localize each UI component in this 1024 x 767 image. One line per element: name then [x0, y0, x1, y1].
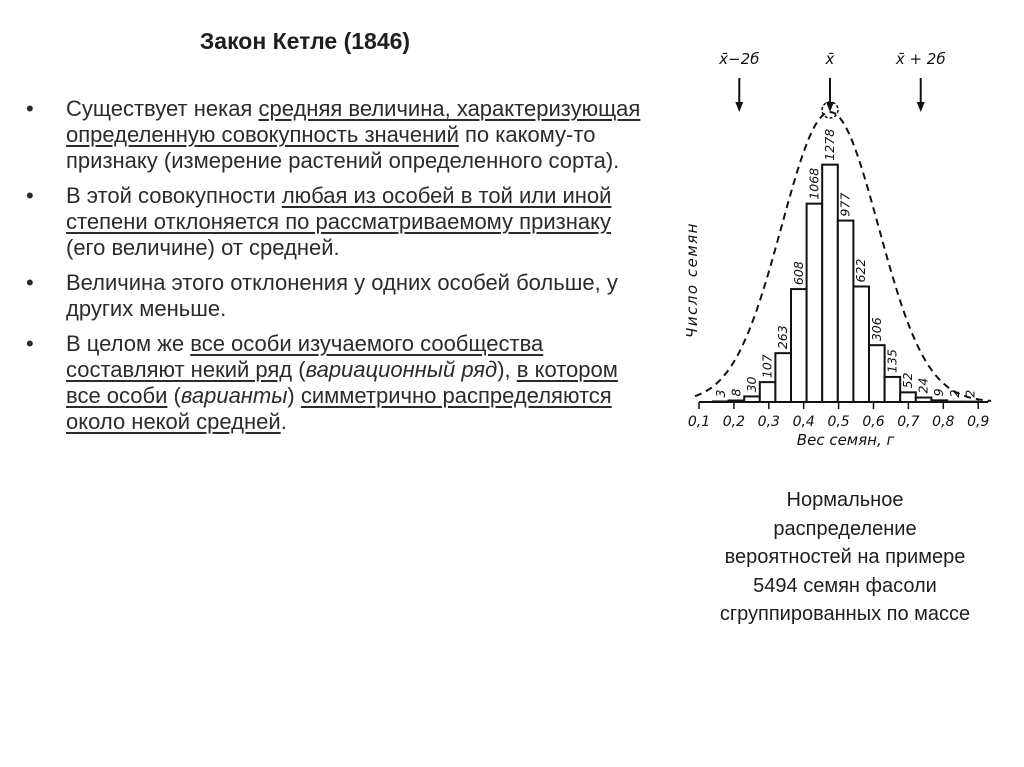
bar-value-label: 24 — [915, 377, 931, 394]
histogram-chart — [675, 40, 1010, 470]
bar-value-label: 107 — [759, 354, 775, 379]
x-tick-label: 0,4 — [792, 414, 815, 430]
histogram-bar — [775, 353, 791, 402]
bullet-item — [26, 96, 646, 174]
bar-value-label: 30 — [744, 376, 759, 393]
x-axis-label: Вес семян, г — [796, 431, 895, 449]
text-run: Существует некая — [66, 96, 259, 121]
underlined-phrase: все особи изучаемого сообщества составляют некий ряд — [66, 331, 544, 382]
bullet-item — [26, 183, 646, 261]
histogram-bar — [869, 345, 885, 402]
x-tick-label: 0,2 — [722, 414, 746, 430]
x-tick-label: 0,8 — [932, 414, 955, 430]
text-run: по какому-то признаку (измерение растений определенного сорта). — [66, 122, 620, 173]
x-tick-label: 0,3 — [757, 414, 780, 430]
bar-value-label: 263 — [775, 325, 791, 350]
x-tick-label: 0,9 — [967, 414, 990, 430]
histogram-bar — [885, 377, 901, 402]
text-run: В целом же — [66, 331, 191, 356]
underlined-phrase: любая из особей в той или иной степени отклоняется по рассматриваемому признаку — [66, 183, 612, 234]
bullet-list — [26, 96, 646, 444]
bullet-dot-icon: • — [26, 331, 34, 356]
text-run: ( — [292, 357, 306, 382]
text-run: ( — [167, 383, 181, 408]
text-run: ) — [287, 383, 301, 408]
y-axis-label: Число семян — [683, 222, 701, 338]
x-tick-label: 0,7 — [897, 414, 920, 430]
text-run: Величина этого отклонения у одних особей больше, у других меньше. — [66, 270, 618, 321]
slide-title: Закон Кетле (1846) — [199, 28, 411, 54]
sigma-marker-label: x̄ + 2б — [895, 50, 946, 68]
histogram-bar — [760, 382, 776, 402]
italic-term: варианты — [180, 383, 288, 408]
bar-value-label: 3 — [712, 389, 728, 398]
bar-value-label: 2 — [962, 389, 978, 398]
text-run: В этой совокупности — [66, 183, 282, 208]
sigma-marker-label: x̄−2б — [719, 50, 760, 68]
bar-value-label: 977 — [837, 192, 853, 217]
histogram-bar — [838, 221, 854, 402]
underlined-phrase: симметрично распределяются около некой средней — [66, 383, 612, 434]
bullet-dot-icon: • — [26, 270, 34, 295]
italic-term: вариационный ряд — [305, 357, 498, 382]
bar-value-label: 1068 — [806, 167, 822, 200]
text-run: (его величине) от средней. — [66, 235, 340, 260]
bar-value-label: 608 — [790, 261, 806, 286]
bar-value-label: 9 — [931, 388, 947, 397]
x-tick-label: 0,1 — [687, 414, 711, 430]
bar-value-label: 8 — [728, 388, 744, 397]
text-run: ), — [497, 357, 517, 382]
x-tick-label: 0,5 — [827, 414, 850, 430]
x-tick-labels — [688, 402, 990, 430]
histogram-bar — [807, 204, 823, 402]
sigma-markers — [718, 50, 945, 112]
histogram-bar — [900, 392, 916, 402]
text-run: . — [280, 409, 287, 434]
arrowhead-icon — [735, 102, 743, 112]
sigma-marker-label: x̄ — [825, 50, 835, 68]
histogram-bar — [853, 286, 869, 402]
underlined-phrase: в котором все особи — [66, 357, 618, 408]
arrowhead-icon — [917, 102, 925, 112]
bullet-dot-icon: • — [26, 96, 34, 121]
x-tick-label: 0,6 — [862, 414, 885, 430]
histogram-bar — [822, 165, 838, 402]
bar-value-label: 306 — [868, 317, 884, 342]
arrowhead-icon — [826, 102, 834, 112]
bar-value-label: 1278 — [822, 128, 837, 161]
figure-caption: Нормальное распределение вероятностей на примере 5494 семян фасоли сгруппированных по массе — [719, 489, 971, 625]
histogram-bar — [791, 289, 807, 402]
underlined-phrase: средняя величина, характеризующая определенную совокупность значений — [66, 96, 641, 147]
bar-value-label: 622 — [853, 258, 869, 283]
bullet-dot-icon: • — [26, 183, 34, 208]
bar-value-label: 2 — [946, 389, 962, 398]
bullet-item — [26, 270, 646, 322]
bar-value-label: 52 — [900, 372, 915, 389]
bar-value-label: 135 — [884, 349, 900, 373]
bullet-item — [26, 331, 646, 435]
